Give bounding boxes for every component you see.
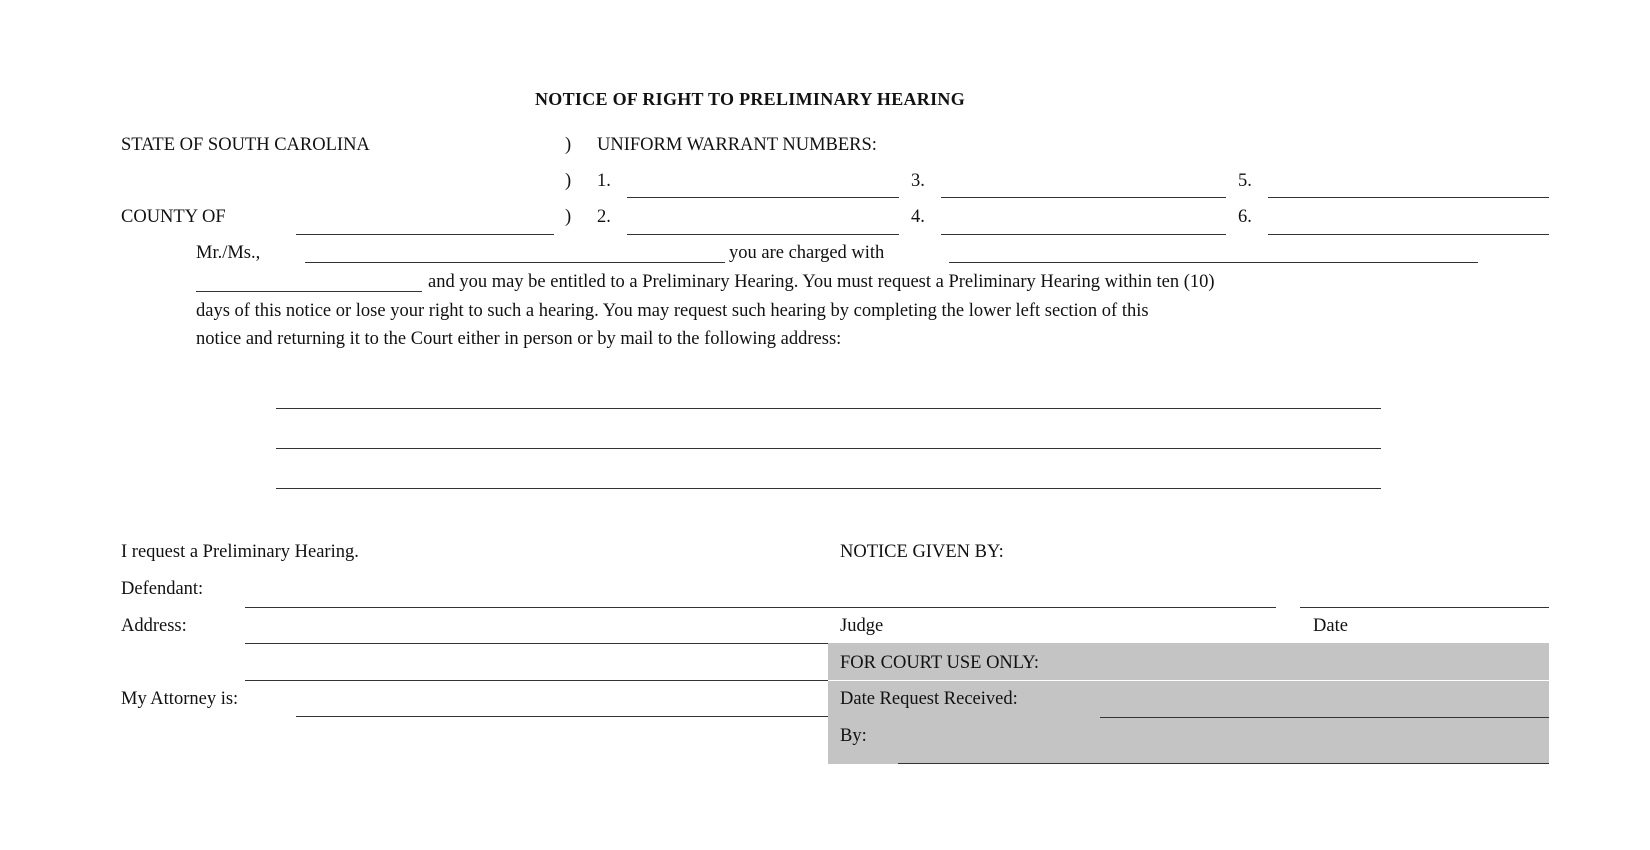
warrant-3-label: 3.	[911, 171, 925, 191]
page-title: NOTICE OF RIGHT TO PRELIMINARY HEARING	[535, 89, 965, 109]
warrant-6-label: 6.	[1238, 207, 1252, 227]
warrant-5-label: 5.	[1238, 171, 1252, 191]
attorney-field[interactable]	[296, 716, 828, 717]
charge-continued-field[interactable]	[196, 291, 422, 292]
warrant-2-label: 2.	[597, 207, 611, 227]
body-line-2: and you may be entitled to a Preliminary Hearing. You must request a Preliminary Hearing within ten (10)	[428, 272, 1215, 292]
by-field[interactable]	[898, 763, 1549, 764]
date-received-label: Date Request Received:	[840, 689, 1018, 709]
court-address-line-1[interactable]	[276, 408, 1381, 409]
address-field-1[interactable]	[245, 643, 828, 644]
request-heading: I request a Preliminary Hearing.	[121, 542, 359, 562]
warrant-label: UNIFORM WARRANT NUMBERS:	[597, 135, 877, 155]
address-label: Address:	[121, 616, 187, 636]
warrant-1-field[interactable]	[627, 197, 899, 198]
court-address-line-3[interactable]	[276, 488, 1381, 489]
body-line-3: days of this notice or lose your right to such a hearing. You may request such hearing by completing the lower left section of this	[196, 301, 1149, 321]
body-line-4: notice and returning it to the Court either in person or by mail to the following address:	[196, 329, 842, 349]
warrant-5-field[interactable]	[1268, 197, 1549, 198]
court-use-heading: FOR COURT USE ONLY:	[840, 653, 1040, 673]
county-label: COUNTY OF	[121, 207, 226, 227]
warrant-4-label: 4.	[911, 207, 925, 227]
name-field[interactable]	[305, 262, 725, 263]
paren-2: )	[565, 171, 572, 191]
attorney-label: My Attorney is:	[121, 689, 239, 709]
notice-heading: NOTICE GIVEN BY:	[840, 542, 1004, 562]
county-field[interactable]	[296, 234, 554, 235]
charge-field[interactable]	[949, 262, 1478, 263]
notice-date-field[interactable]	[1300, 607, 1549, 608]
defendant-label: Defendant:	[121, 579, 204, 599]
warrant-3-field[interactable]	[941, 197, 1226, 198]
warrant-6-field[interactable]	[1268, 234, 1549, 235]
warrant-4-field[interactable]	[941, 234, 1226, 235]
paren-3: )	[565, 207, 572, 227]
court-divider	[828, 680, 1549, 681]
date-label: Date	[1313, 616, 1348, 636]
court-address-line-2[interactable]	[276, 448, 1381, 449]
paren-1: )	[565, 135, 572, 155]
charged-with-label: you are charged with	[729, 243, 885, 263]
address-field-2[interactable]	[245, 680, 828, 681]
by-label: By:	[840, 726, 867, 746]
defendant-judge-signature-line[interactable]	[245, 607, 1276, 608]
date-received-field[interactable]	[1100, 717, 1549, 718]
warrant-1-label: 1.	[597, 171, 611, 191]
judge-label: Judge	[840, 616, 884, 636]
warrant-2-field[interactable]	[627, 234, 899, 235]
state-label: STATE OF SOUTH CAROLINA	[121, 135, 370, 155]
mr-ms-label: Mr./Ms.,	[196, 243, 261, 263]
